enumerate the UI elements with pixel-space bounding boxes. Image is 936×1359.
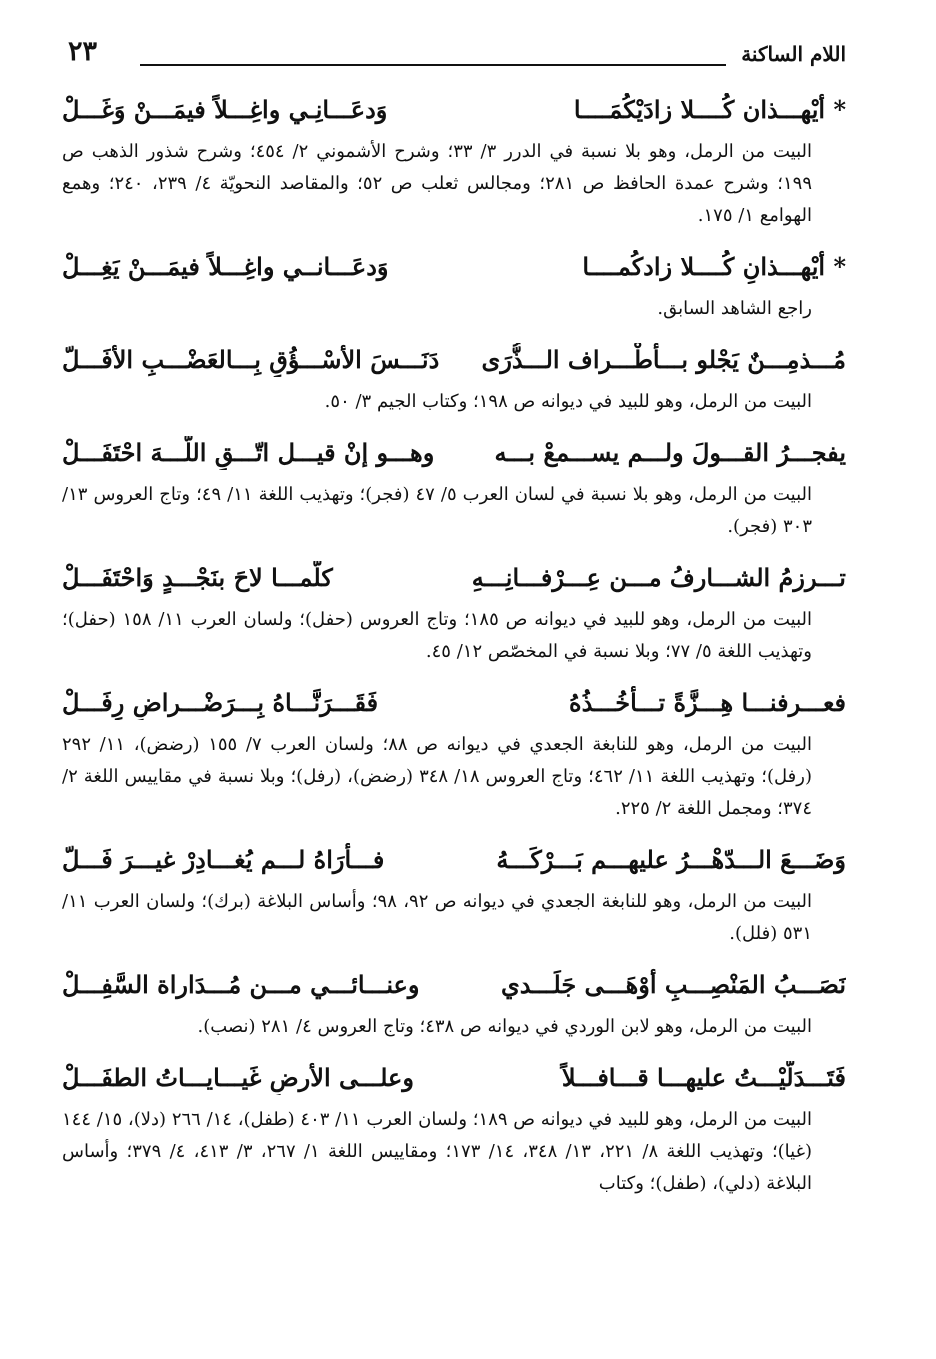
page-number: ٢٣ xyxy=(68,36,98,67)
book-page xyxy=(62,30,846,1340)
verse-entry xyxy=(62,834,846,950)
verse-entry xyxy=(62,241,846,325)
verse-source-note: البيت من الرمل، وهو بلا نسبة في لسان العرب ٥/ ٤٧ (فجر)؛ وتهذيب اللغة ١١/ ٤٩؛ وتاج العروس ١٣/ ٣٠٣ (فجر). xyxy=(62,484,812,537)
second-hemistich: وعنـــائـــي مـــن مُـــدَاراة السَّفِـــلْ xyxy=(62,970,420,999)
verse-source-note: البيت من الرمل، وهو للنابغة الجعدي في ديوانه ص ٨٨؛ ولسان العرب ٧/ ١٥٥ (رضض)، ١١/ ٢٩٢ (رفل)؛ وتهذيب اللغة ١١/ ٤٦٢؛ وتاج العروس ١٨/ ٣٤٨ (رضض)، (رفل)؛ وبلا نسبة في مقاييس اللغة ٢/ ٣٧٤؛ ومجمل اللغة ٢/ ٢٢٥. xyxy=(62,734,813,819)
verse-source-note: البيت من الرمل، وهو بلا نسبة في الدرر ٣/ ٣٣؛ وشرح الأشموني ٢/ ٤٥٤؛ وشرح شذور الذهب ص ١٩٩؛ وشرح عمدة الحافظ ص ٢٨١؛ ومجالس ثعلب ص ٥٢؛ والمقاصد النحويّة ٤/ ٢٣٩، ٢٤٠؛ وهمع الهوامع ١/ ١٧٥. xyxy=(62,141,812,226)
running-title: اللام الساكنة xyxy=(741,42,846,66)
first-hemistich: يفجـــرُ القـــولَ ولـــم يســـمعْ بـــه xyxy=(494,438,846,467)
second-hemistich: وعلـــى الأرضِ غَيـــايـــاتُ الطفَـــلْ xyxy=(62,1063,414,1092)
verse-line xyxy=(62,334,846,386)
first-hemistich: نَصَـــبُ المَنْصِـــبِ أوْهَـــى جَلَـــدي xyxy=(500,970,846,999)
second-hemistich: فَقَـــرَنَّـــاهُ بِـــرَضْـــراضٍ رِفَـــلْ xyxy=(62,688,379,717)
first-hemistich: * أيْهـــذانِ كُــــلا زادكُمــــا xyxy=(582,252,846,281)
verse-source-note: البيت من الرمل، وهو لابن الوردي في ديوانه ص ٤٣٨؛ وتاج العروس ٤/ ٢٨١ (نصب). xyxy=(197,1016,812,1037)
second-hemistich: وهـــو إنْ قيـــل اتّـــقِ اللّـــهَ احْتَفَـــلْ xyxy=(62,438,435,467)
second-hemistich: فـــأَرَاهُ لـــم يُغـــادِرْ غيـــرَ فَـــلّ xyxy=(62,845,385,874)
first-hemistich: تـــرزمُ الشـــارفُ مـــن عِـــرْفـــانِـــهِ xyxy=(471,563,846,592)
verse-line xyxy=(62,84,846,136)
verse-line xyxy=(62,959,846,1011)
first-hemistich: * أيْهـــذان كُــــلا زادَيْكُمَــــا xyxy=(573,95,846,124)
second-hemistich: دَنَـــسَ الأسْـــؤُقِ بِـــالعَضْـــبِ الأفَـــلّ xyxy=(62,345,440,374)
second-hemistich: وَدعَـــانــي واغِـــلاً فيمَـــنْ يَغِـــلْ xyxy=(62,252,389,281)
verse-entry xyxy=(62,959,846,1043)
verse-entry xyxy=(62,84,846,232)
first-hemistich: وَضَـــعَ الـــدّهْـــرُ عليهـــم بَـــرْكَـــهُ xyxy=(496,845,846,874)
verse-line xyxy=(62,1052,846,1104)
verse-source-note: البيت من الرمل، وهو للبيد في ديوانه ص ١٩٨؛ وكتاب الجيم ٣/ ٥٠. xyxy=(324,391,812,412)
page-header xyxy=(62,30,846,80)
verse-entries xyxy=(62,84,846,1209)
first-hemistich: فعـــرفنـــا هِـــزَّةً تـــأخُـــذُهُ xyxy=(569,688,846,717)
verse-source-note: البيت من الرمل، وهو للبيد في ديوانه ص ١٨٩؛ ولسان العرب ١١/ ٤٠٣ (طفل)، ١٤/ ٢٦٦ (دلا)، ١٥/ ١٤٤ (غيا)؛ وتهذيب اللغة ٨/ ٢٢١، ١٣/ ٣٤٨، ١٤/ ١٧٣؛ ومقاييس اللغة ١/ ٢٦٧، ٣/ ٤١٣، ٤/ ٣٧٩؛ وأساس البلاغة (دلي)، (طفل)؛ وكتاب xyxy=(62,1109,813,1194)
verse-entry xyxy=(62,1052,846,1200)
verse-line xyxy=(62,552,846,604)
verse-source-note: البيت من الرمل، وهو للنابغة الجعدي في ديوانه ص ٩٢، ٩٨؛ وأساس البلاغة (برك)؛ ولسان العرب ١١/ ٥٣١ (فلل). xyxy=(62,891,812,944)
first-hemistich: فَتَـــدَلَّيْـــتُ عليهـــا قـــافـــلاً xyxy=(561,1063,846,1092)
verse-line xyxy=(62,834,846,886)
verse-source-note: راجع الشاهد السابق. xyxy=(657,298,812,319)
first-hemistich: مُـــذمِـــنٌ يَجْلو بـــأطْـــراف الـــذُّرَى xyxy=(481,345,846,374)
verse-line xyxy=(62,677,846,729)
verse-line xyxy=(62,241,846,293)
second-hemistich: كلّمـــا لاحَ بنَجْـــدٍ وَاحْتَفَـــلْ xyxy=(62,563,333,592)
verse-entry xyxy=(62,427,846,543)
second-hemistich: وَدعَـــانِـي واغِـــلاً فيمَـــنْ وَغَـــلْ xyxy=(62,95,388,124)
verse-entry xyxy=(62,552,846,668)
verse-entry xyxy=(62,677,846,825)
verse-line xyxy=(62,427,846,479)
verse-entry xyxy=(62,334,846,418)
header-rule xyxy=(140,64,726,66)
verse-source-note: البيت من الرمل، وهو للبيد في ديوانه ص ١٨٥؛ وتاج العروس (حفل)؛ ولسان العرب ١١/ ١٥٨ (حفل)؛ وتهذيب اللغة ٥/ ٧٧؛ وبلا نسبة في المخصّص ١٢/ ٤٥. xyxy=(62,609,812,662)
